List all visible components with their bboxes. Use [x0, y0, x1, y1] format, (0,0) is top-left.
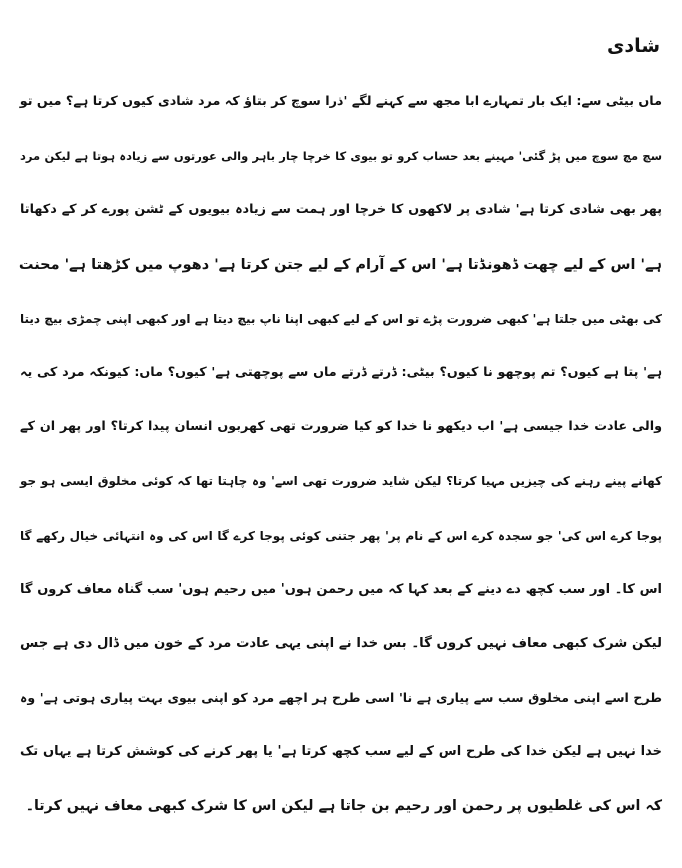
text-line: لیکن شرک کبھی معاف نہیں کروں گا۔ بس خدا نے اپنی یہی عادت مرد کے خون میں ڈال دی ہے جس: [20, 635, 662, 651]
text-line: ماں بیٹی سے: ایک بار تمہارے ابا مجھ سے کہنے لگے 'ذرا سوچ کر بتاؤ کہ مرد شادی کیوں کرتا ہے؟ میں تو: [19, 94, 662, 109]
text-line: اس کا۔ اور سب کچھ دے دینے کے بعد کہا کہ میں رحمن ہوں' میں رحیم ہوں' سب گناہ معاف کروں گا: [20, 581, 662, 597]
text-line: طرح اسے اپنی مخلوق سب سے پیاری ہے نا' اسی طرح ہر اچھے مرد کو اپنی بیوی بہت پیاری ہوتی ہے' وہ: [20, 690, 662, 706]
text-line: ہے' اس کے لیے چھت ڈھونڈتا ہے' اس کے آرام کے لیے جتن کرتا ہے' دھوپ میں کڑھتا ہے' محنت: [18, 256, 662, 273]
text-line: خدا نہیں ہے لیکن خدا کی طرح اس کے لیے سب کچھ کرتا ہے' یا پھر کرنے کی کوشش کرتا ہے یہاں تک: [20, 744, 662, 760]
body-text: [20, 82, 662, 841]
text-line: کھانے پینے رہنے کی چیزیں مہیا کرتا؟ لیکن شاید ضرورت تھی اسے' وہ چاہتا تھا کہ کوئی مخلوق ایسی ہو جو: [20, 474, 662, 489]
text-line: ہے' پتا ہے کیوں؟ تم پوچھو نا کیوں؟ بیٹی: ڈرتے ڈرتے ماں سے پوچھتی ہے' کیوں؟ ماں: کیونکہ مرد کی یہ: [20, 364, 662, 380]
text-line: کہ اس کی غلطیوں پر رحمن اور رحیم بن جاتا ہے لیکن اس کا شرک کبھی معاف نہیں کرتا۔: [25, 798, 662, 815]
text-line: والی عادت خدا جیسی ہے' اب دیکھو نا خدا کو کیا ضرورت تھی کھربوں انسان پیدا کرتا؟ اور پھر ان کے: [20, 419, 662, 435]
text-line: پھر بھی شادی کرتا ہے' شادی پر لاکھوں کا خرچا اور ہمت سے زیادہ بیویوں کے ٹشن پورے کر کے دکھاتا: [20, 202, 662, 218]
text-line: سچ مچ سوچ میں پڑ گئی' مہینے بعد حساب کرو تو بیوی کا خرچا چار باہر والی عورتوں سے زیادہ ہوتا ہے لیکن مرد: [20, 149, 662, 164]
text-line: پوجا کرے اس کی' جو سجدہ کرے اس کے نام پر' پھر جتنی کوئی پوجا کرے گا اس کی وہ انتہائی خیال رکھے گا: [20, 528, 662, 543]
text-line: کی بھٹی میں جلتا ہے' کبھی ضرورت پڑے تو اس کے لیے کبھی اپنا ناپ بیچ دیتا ہے اور کبھی اپنی چمڑی بیچ دیتا: [20, 311, 662, 326]
page-title: شادی: [607, 35, 660, 57]
